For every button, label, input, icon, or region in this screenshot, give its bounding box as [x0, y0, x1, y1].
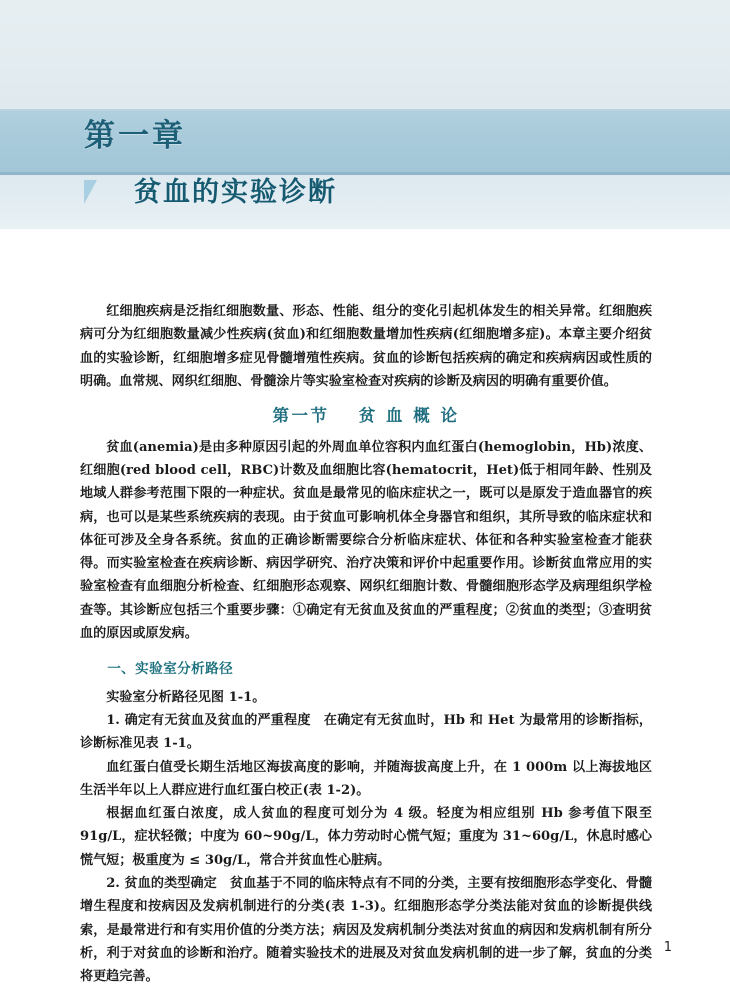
step2-paragraph: 2. 贫血的类型确定 贫血基于不同的临床特点有不同的分类，主要有按细胞形态学变化、骨髓增生程度和按病因及发病机制进行的分类(表 1-3)。红细胞形态学分类法能对贫血的诊断提供线索，是最常进行和有实用价值的分类方法；病因及发病机制分类法对贫血的病因和发病机制有所分析，利于对贫血的诊断和治疗。随着实验技术的进展及对贫血发病机制的进一步了解，贫血的分类将更趋完善。 — [80, 876, 652, 985]
chapter-title: 贫血的实验诊断 — [134, 177, 337, 208]
anemia-grading-paragraph: 根据血红蛋白浓度，成人贫血的程度可划分为 4 级。轻度为相应组别 Hb 参考值下限至 91g/L，症状轻微；中度为 60~90g/L，体力劳动时心慌气短；重度为 31~60g/L，休息时感心慌气短；极重度为 ≤ 30g/L，常合并贫血性心脏病。 — [80, 806, 652, 868]
definition-paragraph: 贫血(anemia)是由多种原因引起的外周血单位容积内血红蛋白(hemoglobin，Hb)浓度、红细胞(red blood cell，RBC)计数及血细胞比容(hematocrit，Het)低于相同年龄、性别及地域人群参考范围下限的一种症状。贫血是最常见的临床症状之一，既可以是原发于造血器官的疾病，也可以是某些系统疾病的表现。由于贫血可影响机体全身器官和组织，其所导致的临床症状和体征可涉及全身各系统。贫血的正确诊断需要综合分析临床症状、体征和各种实验室检查才能获得。而实验室检查在疾病诊断、病因学研究、治疗决策和评价中起重要作用。诊断贫血常应用的实验室检查有血细胞分析检查、红细胞形态观察、网织红细胞计数、骨髓细胞形态学及病理组织学检查等。其诊断应包括三个重要步骤：①确定有无贫血及贫血的严重程度；②贫血的类型；③查明贫血的原因或原发病。 — [80, 439, 652, 641]
analysis-path-paragraph: 实验室分析路径见图 1-1。 — [106, 689, 266, 705]
banner-top-background — [0, 0, 730, 109]
chapter-number: 第一章 — [84, 118, 186, 154]
banner-light-band — [0, 175, 730, 229]
section-heading — [80, 405, 652, 426]
page-body — [80, 300, 652, 989]
triangle-marker-icon — [84, 180, 97, 204]
page-number: 1 — [663, 940, 672, 955]
altitude-correction-paragraph: 血红蛋白值受长期生活地区海拔高度的影响，并随海拔高度上升，在 1 000m 以上海拔地区生活半年以上人群应进行血红蛋白校正(表 1-2)。 — [80, 759, 652, 798]
section-heading-title: 贫 血 概 论 — [358, 406, 460, 426]
chapter-banner — [0, 0, 730, 229]
intro-paragraph: 红细胞疾病是泛指红细胞数量、形态、性能、组分的变化引起机体发生的相关异常。红细胞疾病可分为红细胞数量减少性疾病(贫血)和红细胞数量增加性疾病(红细胞增多症)。本章主要介绍贫血的实验诊断，红细胞增多症见骨髓增殖性疾病。贫血的诊断包括疾病的确定和疾病病因或性质的明确。血常规、网织红细胞、骨髓涂片等实验室检查对疾病的诊断及病因的明确有重要价值。 — [80, 304, 652, 389]
step1-paragraph: 1. 确定有无贫血及贫血的严重程度 在确定有无贫血时，Hb 和 Het 为最常用的诊断指标，诊断标准见表 1-1。 — [80, 712, 652, 752]
section-heading-spacer — [338, 406, 351, 425]
subheading-lab-analysis-path: 一、实验室分析路径 — [107, 661, 234, 678]
section-heading-label: 第一节 — [272, 406, 330, 426]
